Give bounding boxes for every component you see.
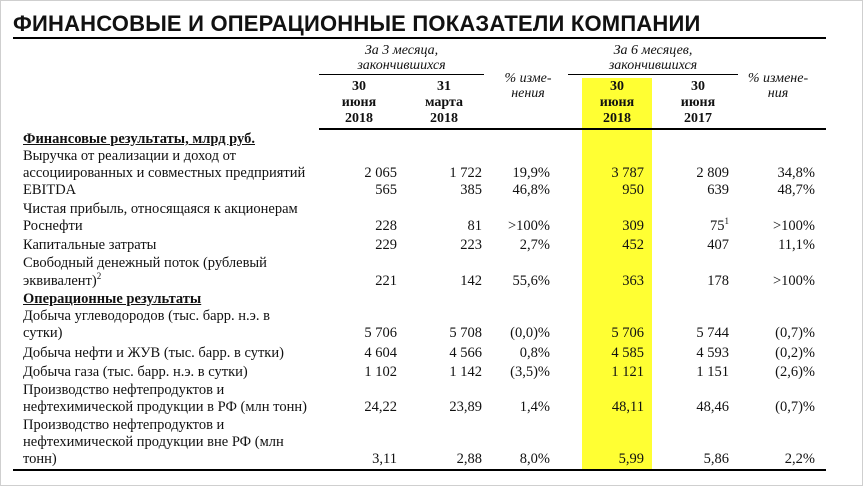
row-refining-rf-pct-3m: 1,4% bbox=[519, 399, 550, 415]
row-refining-rf-label-1: Производство нефтепродуктов и bbox=[23, 382, 225, 398]
header-col-d-year: 2017 bbox=[684, 111, 712, 126]
row-fcf-col-b: 142 bbox=[460, 273, 482, 289]
row-hydrocarbon-col-b: 5 708 bbox=[449, 325, 482, 341]
row-ebitda-pct-6m: 48,7% bbox=[777, 182, 815, 198]
footnote-1-marker: 1 bbox=[724, 216, 729, 226]
footnote-2-marker: 2 bbox=[96, 271, 102, 281]
page-title: ФИНАНСОВЫЕ И ОПЕРАЦИОННЫЕ ПОКАЗАТЕЛИ КОМПАНИИ bbox=[13, 11, 701, 36]
row-hydrocarbon-col-c: 5 706 bbox=[611, 325, 644, 341]
row-revenue-pct-6m: 34,8% bbox=[777, 165, 815, 181]
row-net-income-pct-6m: >100% bbox=[772, 218, 815, 234]
row-revenue-col-d: 2 809 bbox=[696, 165, 729, 181]
header-col-c-year: 2018 bbox=[603, 111, 631, 126]
row-capex-pct-6m: 11,1% bbox=[778, 237, 815, 253]
row-refining-rf-label-2: нефтехимической продукции в РФ (млн тонн) bbox=[23, 399, 307, 415]
row-refining-abroad-col-d: 5,86 bbox=[703, 451, 729, 467]
row-ebitda-label: EBITDA bbox=[23, 182, 77, 198]
header-pct-change-6m-line1: % измене- bbox=[747, 71, 809, 86]
header-col-d-day: 30 bbox=[691, 79, 705, 94]
row-fcf-label-2 bbox=[23, 273, 101, 290]
header-col-c-day: 30 bbox=[610, 79, 624, 94]
row-ebitda-pct-3m: 46,8% bbox=[512, 182, 550, 198]
row-refining-rf-col-a: 24,22 bbox=[364, 399, 397, 415]
header-group-6m-line1: За 6 месяцев, bbox=[613, 43, 693, 58]
row-hydrocarbon-col-d: 5 744 bbox=[696, 325, 729, 341]
row-refining-rf-col-c: 48,11 bbox=[611, 399, 644, 415]
row-refining-abroad-label-2: нефтехимической продукции вне РФ (млн bbox=[23, 434, 284, 450]
row-net-income-col-b: 81 bbox=[467, 218, 482, 234]
row-oil-col-d: 4 593 bbox=[696, 345, 729, 361]
row-refining-abroad-col-b: 2,88 bbox=[456, 451, 482, 467]
row-net-income-label-1: Чистая прибыль, относящаяся к акционерам bbox=[23, 201, 298, 217]
header-col-a-year: 2018 bbox=[345, 111, 373, 126]
row-revenue-col-a: 2 065 bbox=[364, 165, 397, 181]
row-hydrocarbon-label-1: Добыча углеводородов (тыс. барр. н.э. в bbox=[23, 308, 270, 324]
row-refining-abroad-col-c: 5,99 bbox=[618, 451, 644, 467]
row-capex-col-b: 223 bbox=[460, 237, 482, 253]
header-col-d-month: июня bbox=[680, 95, 716, 110]
header-group-3m-line1: За 3 месяца, bbox=[364, 43, 439, 58]
header-col-b-day: 31 bbox=[437, 79, 451, 94]
table-bottom-rule bbox=[13, 469, 826, 471]
row-net-income-pct-3m: >100% bbox=[507, 218, 550, 234]
row-net-income-label-2: Роснефти bbox=[23, 218, 83, 234]
row-oil-pct-6m: (0,2)% bbox=[775, 345, 815, 361]
row-refining-rf-col-b: 23,89 bbox=[449, 399, 482, 415]
row-ebitda-col-c: 950 bbox=[622, 182, 644, 198]
row-capex-pct-3m: 2,7% bbox=[519, 237, 550, 253]
row-gas-pct-3m: (3,5)% bbox=[510, 364, 550, 380]
header-group-6m-line2: закончившихся bbox=[608, 58, 698, 73]
row-fcf-pct-3m: 55,6% bbox=[512, 273, 550, 289]
row-revenue-label-2: ассоциированных и совместных предприятий bbox=[23, 165, 306, 181]
row-revenue-label-1: Выручка от реализации и доход от bbox=[23, 148, 236, 164]
row-ebitda-col-a: 565 bbox=[375, 182, 397, 198]
header-col-b-year: 2018 bbox=[430, 111, 458, 126]
row-hydrocarbon-pct-3m: (0,0)% bbox=[510, 325, 550, 341]
row-refining-abroad-pct-3m: 8,0% bbox=[519, 451, 550, 467]
row-capex-col-c: 452 bbox=[622, 237, 644, 253]
header-group-3m-line2: закончившихся bbox=[357, 58, 446, 73]
row-fcf-label-1: Свободный денежный поток (рублевый bbox=[23, 255, 267, 271]
row-fcf-label-2-text: эквивалент) bbox=[23, 273, 97, 289]
row-capex-label: Капитальные затраты bbox=[23, 237, 157, 253]
row-net-income-col-d-value: 75 bbox=[710, 218, 725, 234]
row-refining-abroad-label-1: Производство нефтепродуктов и bbox=[23, 417, 225, 433]
row-oil-col-b: 4 566 bbox=[449, 345, 482, 361]
header-pct-change-3m-line2: нения bbox=[511, 86, 545, 101]
row-refining-rf-pct-6m: (0,7)% bbox=[775, 399, 815, 415]
row-revenue-pct-3m: 19,9% bbox=[512, 165, 550, 181]
row-revenue-col-c: 3 787 bbox=[611, 165, 644, 181]
row-net-income-col-d bbox=[651, 218, 729, 235]
row-oil-label: Добыча нефти и ЖУВ (тыс. барр. в сутки) bbox=[23, 345, 284, 361]
row-oil-col-a: 4 604 bbox=[364, 345, 397, 361]
row-capex-col-a: 229 bbox=[375, 237, 397, 253]
row-gas-col-b: 1 142 bbox=[449, 364, 482, 380]
row-gas-col-c: 1 121 bbox=[611, 364, 644, 380]
row-net-income-col-a: 228 bbox=[375, 218, 397, 234]
row-oil-pct-3m: 0,8% bbox=[519, 345, 550, 361]
header-group-6m-rule bbox=[568, 74, 738, 75]
row-revenue-col-b: 1 722 bbox=[449, 165, 482, 181]
row-hydrocarbon-label-2: сутки) bbox=[23, 325, 63, 341]
row-fcf-col-c: 363 bbox=[622, 273, 644, 289]
header-group-3m-rule bbox=[319, 74, 484, 75]
section-operational-title: Операционные результаты bbox=[23, 291, 202, 307]
header-pct-change-3m-line1: % изме- bbox=[504, 71, 552, 86]
row-refining-abroad-col-a: 3,11 bbox=[372, 451, 397, 467]
row-fcf-col-d: 178 bbox=[707, 273, 729, 289]
row-gas-label: Добыча газа (тыс. барр. н.э. в сутки) bbox=[23, 364, 248, 380]
row-refining-abroad-pct-6m: 2,2% bbox=[784, 451, 815, 467]
row-fcf-pct-6m: >100% bbox=[772, 273, 815, 289]
title-underline bbox=[13, 37, 826, 39]
row-capex-col-d: 407 bbox=[707, 237, 729, 253]
row-ebitda-col-b: 385 bbox=[460, 182, 482, 198]
row-gas-col-a: 1 102 bbox=[364, 364, 397, 380]
row-gas-pct-6m: (2,6)% bbox=[775, 364, 815, 380]
header-bottom-rule bbox=[319, 128, 826, 130]
header-pct-change-6m-line2: ния bbox=[767, 86, 789, 101]
row-fcf-col-a: 221 bbox=[375, 273, 397, 289]
row-hydrocarbon-pct-6m: (0,7)% bbox=[775, 325, 815, 341]
header-col-b-month: марта bbox=[424, 95, 464, 110]
row-gas-col-d: 1 151 bbox=[696, 364, 729, 380]
row-refining-rf-col-d: 48,46 bbox=[696, 399, 729, 415]
row-hydrocarbon-col-a: 5 706 bbox=[364, 325, 397, 341]
header-col-c-month: июня bbox=[599, 95, 635, 110]
header-col-a-day: 30 bbox=[352, 79, 366, 94]
row-net-income-col-c: 309 bbox=[622, 218, 644, 234]
section-financial-title: Финансовые результаты, млрд руб. bbox=[23, 131, 255, 147]
row-oil-col-c: 4 585 bbox=[611, 345, 644, 361]
header-col-a-month: июня bbox=[341, 95, 377, 110]
row-refining-abroad-label-3: тонн) bbox=[23, 451, 57, 467]
row-ebitda-col-d: 639 bbox=[707, 182, 729, 198]
